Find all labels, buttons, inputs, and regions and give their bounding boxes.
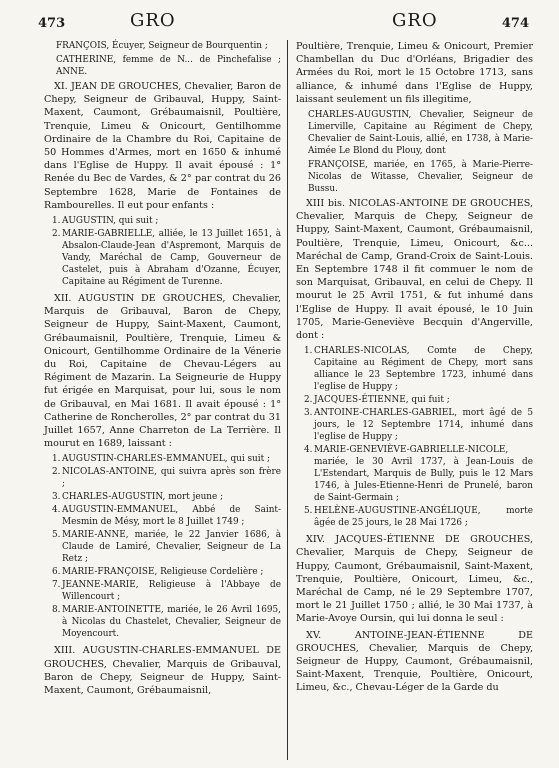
children-list (44, 215, 281, 288)
right-running-title: GRO (392, 10, 438, 31)
list-item-number: 5. (52, 530, 61, 541)
left-page-number: 473 (38, 16, 66, 31)
continued-text: Poultière, Trenquie, Limeu & Onicourt, Premier Chambellan du Duc d'Orléans, Brigadier des Armées du Roi, mort le 15 Octobre 1713, sans alliance, & inhumé dans l'Eglise de Huppy, laissant seulement un fils illegitime, (296, 41, 533, 105)
list-item (44, 228, 281, 288)
list-item (296, 407, 533, 443)
list-item-text: HELÈNE-AUGUSTINE-ANGÉLIQUE, morte âgée de 25 jours, le 28 Mai 1726 ; (314, 506, 533, 529)
list-item (44, 529, 281, 565)
list-item-number: 5. (304, 506, 313, 517)
descendant-note: CATHERINE, femme de N... de Pinchefalise ; ANNE. (56, 55, 281, 77)
right-column (296, 40, 533, 698)
list-item (44, 453, 281, 465)
descendant-note: FRANÇOISE, mariée, en 1765, à Marie-Pierre-Nicolas de Witasse, Chevalier, Seigneur de Bussu. (308, 160, 533, 195)
list-item-number: 1. (52, 216, 61, 227)
left-running-title: GRO (130, 10, 176, 31)
genealogy-entry: XV. ANTOINE-JEAN-ÉTIENNE DE GROUCHES, Chevalier, Marquis de Chepy, Seigneur de Huppy, Caumont, Grébaumaisnil, Saint-Maxent, Trenquie, Poultière, Onicourt, Limeu, &c., Chevau-Léger de la Garde du (296, 629, 533, 694)
list-item-text: NICOLAS-ANTOINE, qui suivra après son frère ; (62, 467, 281, 490)
descendant-note: FRANÇOIS, Écuyer, Seigneur de Bourquentin ; (56, 41, 268, 51)
right-page-number: 474 (501, 16, 529, 31)
genealogy-entry: XIV. JACQUES-ÉTIENNE DE GROUCHES, Chevalier, Marquis de Chepy, Seigneur de Huppy, Caumont, Grébaumaisnil, Saint-Maxent, Trenquie, Poultière, Onicourt, Limeu, &c., Maréchal de Camp, né le 29 Septembre 1707, mort le 21 Juillet 1750 ; allié, le 30 Mai 1737, à Marie-Avoye Oursin, qui lui donna le seul : (296, 534, 533, 625)
descendant-note: CHARLES-AUGUSTIN, Chevalier, Seigneur de Limerville, Capitaine au Régiment de Chepy, Chevalier de Saint-Louis, allié, en 1738, à Marie-Aimée Le Blond du Plouy, dont (308, 110, 533, 157)
list-item (296, 345, 533, 393)
list-item-text: MARIE-GENEVIÈVE-GABRIELLE-NICOLE, mariée, le 30 Avril 1737, à Jean-Louis de L'Estendart, Marquis de Bully, puis le 12 Mars 1746, à Jules-Etienne-Henri de Prunelé, baron de Saint-Germain ; (314, 445, 533, 504)
list-item (44, 504, 281, 528)
list-item-number: 4. (304, 445, 313, 456)
list-item-text: MARIE-GABRIELLE, alliée, le 13 Juillet 1651, à Absalon-Claude-Jean d'Aspremont, Marquis de Vandy, Maréchal de Camp, Gouverneur de Castelet, puis à Abraham d'Ozanne, Écuyer, Capitaine au Régiment de Turenne. (62, 229, 281, 288)
list-item-number: 4. (52, 505, 61, 516)
list-item-number: 2. (52, 229, 61, 240)
list-item (296, 444, 533, 504)
list-item (296, 505, 533, 529)
genealogy-entry: XI. JEAN DE GROUCHES, Chevalier, Baron de Chepy, Seigneur de Gribauval, Huppy, Saint-Maxent, Caumont, Grébaumaisnil, Poultière, Trenquie, Limeu & Onicourt, Gentilhomme Ordinaire de la Chambre du Roi, Capitaine de 50 Hommes d'Armes, mort en 1650 & inhumé dans l'Eglise de Huppy. Il avait épousé : 1° Renée du Bec de Vardes, & 2° par contrat du 26 Septembre 1628, Marie de Fontaines de Rambourelles. Il eut pour enfants : (44, 81, 281, 211)
list-item-text: MARIE-ANNE, mariée, le 22 Janvier 1686, à Claude de Lamiré, Chevalier, Seigneur de La Retz ; (62, 530, 281, 565)
list-item-text: MARIE-ANTOINETTE, mariée, le 26 Avril 1695, à Nicolas du Chastelet, Chevalier, Seigneur de Moyencourt. (62, 605, 281, 640)
list-item-number: 3. (304, 408, 313, 419)
list-item-number: 6. (52, 567, 61, 578)
children-list (44, 453, 281, 640)
list-item-text: JEANNE-MARIE, Religieuse à l'Abbaye de Willencourt ; (62, 580, 281, 603)
list-item (44, 491, 281, 503)
list-item (44, 466, 281, 490)
list-item-number: 8. (52, 605, 61, 616)
list-item-number: 2. (304, 395, 313, 406)
list-item (44, 215, 281, 227)
list-item-text: AUGUSTIN-EMMANUEL, Abbé de Saint-Mesmin de Mésy, mort le 8 Juillet 1749 ; (62, 505, 281, 528)
genealogy-entry: XIII bis. NICOLAS-ANTOINE DE GROUCHES, Chevalier, Marquis de Chepy, Seigneur de Huppy, Saint-Maxent, Caumont, Grébaumaisnil, Poultière, Trenquie, Limeu, Onicourt, &c... Maréchal de Camp, Grand-Croix de Saint-Louis. En Septembre 1748 il fit commuer le nom de son Marquisat, Gribauval, en celui de Chepy. Il mourut le 25 Avril 1751, & fut inhumé dans l'Eglise de Huppy. Il avait épousé, le 10 Juin 1705, Marie-Geneviève Becquin d'Angerville, dont : (296, 198, 533, 342)
list-item-text: AUGUSTIN-CHARLES-EMMANUEL, qui suit ; (62, 454, 270, 465)
list-item-text: CHARLES-NICOLAS, Comte de Chepy, Capitaine au Régiment de Chepy, mort sans alliance le 23 Septembre 1723, inhumé dans l'eglise de Huppy ; (314, 346, 533, 393)
list-item-text: JACQUES-ÉTIENNE, qui fuit ; (314, 395, 450, 406)
list-item-text: AUGUSTIN, qui suit ; (62, 216, 159, 227)
genealogy-entry: XII. AUGUSTIN DE GROUCHES, Chevalier, Marquis de Gribauval, Baron de Chepy, Seigneur de Huppy, Saint-Maxent, Caumont, Grébaumaisnil, Poultière, Trenquie, Limeu & Onicourt, Gentilhomme Ordinaire de la Vénerie du Roi, Capitaine de Chevau-Légers au Régiment de Mazarin. La Seigneurie de Huppy fut érigée en Marquisat, pour lui, sous le nom de Gribauval, en Mai 1681. Il avait épousé : 1° Catherine de Roncherolles, 2° par contrat du 31 Juillet 1657, Anne Charreton de La Terrière. Il mourut en 1689, laissant : (44, 293, 281, 450)
list-item-text: MARIE-FRANÇOISE, Religieuse Cordelière ; (62, 567, 264, 578)
list-item (44, 579, 281, 603)
list-item (44, 604, 281, 640)
list-item-number: 3. (52, 492, 61, 503)
list-item (296, 394, 533, 406)
list-item (44, 566, 281, 578)
list-item-number: 1. (304, 346, 313, 357)
genealogy-entry: XIII. AUGUSTIN-CHARLES-EMMANUEL DE GROUCHES, Chevalier, Marquis de Gribauval, Baron de Chepy, Seigneur de Huppy, Saint-Maxent, Caumont, Grébaumaisnil, (44, 645, 281, 697)
page-header (0, 10, 559, 36)
list-item-text: ANTOINE-CHARLES-GABRIEL, mort âgé de 5 jours, le 12 Septembre 1714, inhumé dans l'eglise de Huppy ; (314, 408, 533, 443)
children-list (296, 345, 533, 529)
column-divider (287, 40, 288, 760)
list-item-text: CHARLES-AUGUSTIN, mort jeune ; (62, 492, 224, 503)
list-item-number: 7. (52, 580, 61, 591)
left-column (44, 40, 281, 700)
list-item-number: 2. (52, 467, 61, 478)
list-item-number: 1. (52, 454, 61, 465)
